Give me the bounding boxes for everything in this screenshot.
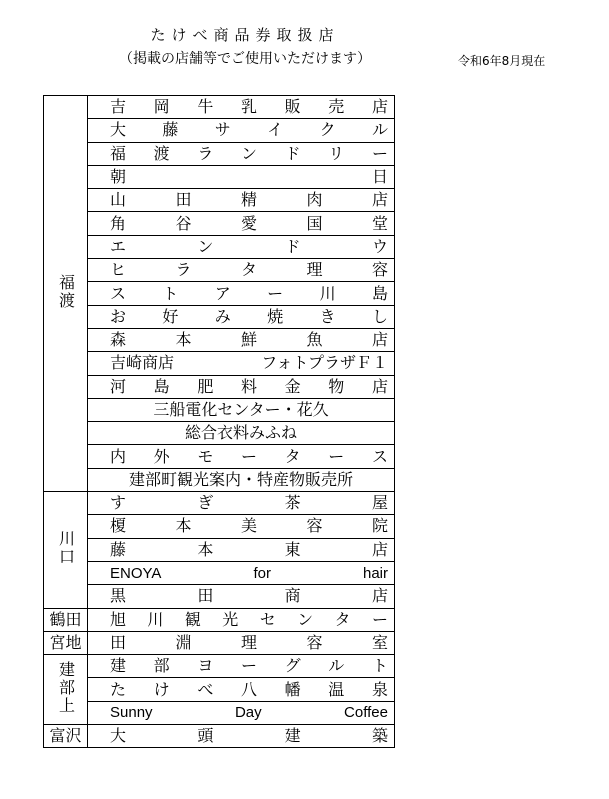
area-label: 福渡	[56, 274, 76, 311]
store-name-part: 販	[284, 97, 301, 117]
store-name-part: 魚	[306, 330, 323, 350]
store-row	[44, 235, 395, 258]
store-name-part: べ	[197, 679, 214, 699]
store-name-part: イ	[267, 120, 284, 140]
store-name-part: ENOYA	[110, 564, 162, 582]
store-row	[44, 119, 395, 142]
store-name-part: 好	[162, 306, 179, 326]
store-name-part: 田	[197, 586, 214, 606]
store-name-part: ル	[371, 120, 388, 140]
page-title: たけべ商品券取扱店	[150, 26, 340, 44]
store-name-part: け	[153, 679, 170, 699]
store-row	[44, 725, 395, 748]
store-name-part: ヨ	[197, 656, 214, 676]
store-name-part: ー	[371, 609, 388, 629]
store-name-cell	[88, 259, 395, 282]
store-name-part: ー	[328, 446, 345, 466]
store-name-part: 茶	[284, 493, 301, 513]
store-name-cell	[88, 142, 395, 165]
store-name-part: し	[371, 306, 388, 326]
store-name-part: 光	[222, 609, 239, 629]
store-name-part: 谷	[175, 213, 192, 233]
store-name	[94, 425, 388, 441]
store-name-part: 榎	[110, 516, 127, 536]
store-name-part: た	[110, 679, 127, 699]
store-name-part: 外	[153, 446, 170, 466]
store-name-part: サ	[214, 120, 231, 140]
store-name-part: 店	[371, 97, 388, 117]
store-name-cell	[88, 631, 395, 654]
store-name-part: 牛	[197, 97, 214, 117]
store-name-part: 渡	[153, 143, 170, 163]
store-row	[44, 212, 395, 235]
store-name-part: 本	[175, 330, 192, 350]
store-row	[44, 678, 395, 701]
as-of-date: 令和6年8月現在	[458, 54, 546, 68]
store-row	[44, 538, 395, 561]
store-name-cell	[88, 468, 395, 491]
store-row	[44, 375, 395, 398]
store-name-cell	[88, 515, 395, 538]
store-row	[44, 352, 395, 375]
store-name-part: ト	[162, 283, 179, 303]
store-name-part: 料	[240, 376, 257, 396]
store-name-part: 理	[306, 260, 323, 280]
store-name	[110, 99, 388, 115]
store-name-part: 田	[175, 190, 192, 210]
store-name	[110, 728, 388, 744]
store-name-part: 黒	[110, 586, 127, 606]
store-name-part: ア	[214, 283, 231, 303]
store-name-part: 大	[110, 726, 127, 746]
store-row	[44, 165, 395, 188]
store-name-part: 店	[371, 586, 388, 606]
store-name-part: 建部町観光案内・特産物販売所	[128, 469, 353, 489]
store-row	[44, 328, 395, 351]
store-name-cell	[88, 492, 395, 515]
store-name-part: ス	[371, 446, 388, 466]
store-name-part: 泉	[371, 679, 388, 699]
store-name-cell	[88, 282, 395, 305]
store-name-part: ド	[284, 236, 301, 256]
store-name-part: み	[214, 306, 231, 326]
store-name	[110, 705, 388, 720]
area-cell	[44, 725, 88, 748]
store-name-part: ト	[371, 656, 388, 676]
store-name	[110, 495, 388, 511]
store-name-part: ル	[328, 656, 345, 676]
store-name-part: 観	[184, 609, 201, 629]
store-name-part: 日	[371, 167, 388, 187]
store-name	[110, 632, 388, 652]
store-row	[44, 701, 395, 724]
store-name-part: フォトプラザＦ１	[261, 353, 388, 373]
store-name-cell	[88, 119, 395, 142]
area-cell	[44, 608, 88, 631]
store-name-part: ク	[319, 120, 336, 140]
store-name-part: 淵	[175, 632, 192, 652]
store-name-part: ン	[297, 609, 314, 629]
store-name-cell	[88, 608, 395, 631]
store-name-part: 山	[110, 190, 127, 210]
store-name-part: ー	[240, 656, 257, 676]
store-row	[44, 631, 395, 654]
area-cell	[44, 631, 88, 654]
store-name-cell	[88, 561, 395, 584]
store-name-cell	[88, 445, 395, 468]
store-name-part: 容	[371, 260, 388, 280]
store-row	[44, 655, 395, 678]
store-name-part: 河	[110, 376, 127, 396]
store-name-part: 角	[110, 213, 127, 233]
page-subtitle: （掲載の店舗等でご使用いただけます）	[119, 51, 371, 67]
store-name-cell	[88, 189, 395, 212]
area-label: 富沢	[49, 726, 82, 746]
store-name-part: ン	[240, 143, 257, 163]
store-name	[110, 658, 388, 674]
store-name	[94, 469, 388, 489]
area-label: 宮地	[49, 632, 82, 652]
store-name-part: 肥	[197, 376, 214, 396]
store-name-part: 院	[371, 516, 388, 536]
store-name-part: 店	[371, 539, 388, 559]
store-name-cell	[88, 655, 395, 678]
store-name	[94, 402, 388, 418]
store-table	[43, 95, 395, 748]
store-name-cell	[88, 352, 395, 375]
store-name-part: 吉	[110, 97, 127, 117]
store-name	[110, 236, 388, 256]
store-name-cell	[88, 328, 395, 351]
store-name	[110, 679, 388, 699]
store-row	[44, 398, 395, 421]
store-name-part: hair	[362, 564, 388, 582]
store-name-part: Day	[234, 704, 262, 722]
store-name-cell	[88, 398, 395, 421]
store-name-cell	[88, 165, 395, 188]
store-name-part: 三船電化センター・花久	[153, 400, 329, 419]
store-name-cell	[88, 701, 395, 724]
store-name-part: 室	[371, 632, 388, 652]
store-name-part: 藤	[162, 120, 179, 140]
store-name-part: セ	[259, 609, 276, 629]
store-name-part: 理	[240, 632, 257, 652]
store-name-part: 精	[240, 190, 257, 210]
store-name-cell	[88, 235, 395, 258]
store-name-part: 頭	[197, 726, 214, 746]
store-name-part: 本	[175, 516, 192, 536]
store-name-part: 建	[110, 656, 127, 676]
store-name-part: 八	[240, 679, 257, 699]
store-name	[110, 609, 388, 629]
area-label: 建部上	[56, 661, 76, 716]
store-name-part: 美	[240, 516, 257, 536]
store-name-part: 堂	[371, 213, 388, 233]
store-name-part: 容	[306, 516, 323, 536]
store-name	[110, 122, 388, 138]
store-name-cell	[88, 96, 395, 119]
area-label: 川口	[56, 530, 76, 567]
area-label: 鶴田	[49, 609, 82, 629]
store-name-part: ラ	[197, 143, 214, 163]
store-name-part: ス	[110, 283, 127, 303]
store-table-body	[44, 96, 395, 748]
store-row	[44, 492, 395, 515]
store-name	[110, 332, 388, 348]
store-name-part: タ	[334, 609, 351, 629]
store-name-part: 容	[306, 632, 323, 652]
store-name-part: 島	[371, 283, 388, 303]
store-name-part: 商	[284, 586, 301, 606]
store-name-part: リ	[328, 143, 345, 163]
store-row	[44, 515, 395, 538]
store-row	[44, 468, 395, 491]
store-name-part: お	[110, 306, 127, 326]
store-name	[110, 518, 388, 534]
store-name-part: 物	[328, 376, 345, 396]
store-name-part: 店	[371, 330, 388, 350]
store-name-part: 岡	[153, 97, 170, 117]
store-name-cell	[88, 678, 395, 701]
store-row	[44, 422, 395, 445]
store-name-cell	[88, 305, 395, 328]
store-row	[44, 259, 395, 282]
store-name	[110, 213, 388, 233]
store-name-part: 築	[371, 726, 388, 746]
store-row	[44, 282, 395, 305]
store-name-part: エ	[110, 236, 127, 256]
store-name-part: 温	[328, 679, 345, 699]
store-name	[110, 376, 388, 396]
store-name-part: Coffee	[344, 704, 388, 722]
store-name	[110, 143, 388, 163]
store-name-part: 大	[110, 120, 127, 140]
store-name	[110, 306, 388, 326]
store-name-part: 川	[319, 283, 336, 303]
store-name	[110, 566, 388, 581]
store-name	[110, 169, 388, 185]
store-name-part: す	[110, 493, 127, 513]
area-cell	[44, 96, 88, 492]
store-name-part: 吉崎商店	[110, 353, 175, 373]
store-name-part: 総合衣料みふね	[184, 423, 297, 443]
store-row	[44, 189, 395, 212]
store-name-part: 幡	[284, 679, 301, 699]
store-name-cell	[88, 422, 395, 445]
store-name-cell	[88, 375, 395, 398]
store-name-part: 焼	[267, 306, 284, 326]
store-name-part: グ	[284, 656, 301, 676]
store-name-part: 乳	[240, 97, 257, 117]
store-name-part: タ	[240, 260, 257, 280]
store-name-part: 屋	[371, 493, 388, 513]
store-row	[44, 96, 395, 119]
store-name-part: 店	[371, 190, 388, 210]
store-name	[110, 262, 388, 278]
store-name-part: ぎ	[197, 493, 214, 513]
store-name-part: 田	[110, 632, 127, 652]
store-name-cell	[88, 538, 395, 561]
store-name-part: ン	[197, 236, 214, 256]
area-cell	[44, 655, 88, 725]
store-name	[110, 539, 388, 559]
store-name-part: 愛	[240, 213, 257, 233]
store-name-part: ー	[240, 446, 257, 466]
store-name-part: 森	[110, 330, 127, 350]
store-name-cell	[88, 585, 395, 608]
store-name-part: 建	[284, 726, 301, 746]
store-name-part: ー	[371, 143, 388, 163]
store-name-part: 売	[328, 97, 345, 117]
store-row	[44, 561, 395, 584]
store-name-part: ヒ	[110, 260, 127, 280]
store-row	[44, 608, 395, 631]
store-name-part: Sunny	[110, 704, 153, 722]
store-name-part: 店	[371, 376, 388, 396]
area-cell	[44, 492, 88, 608]
store-name-part: 福	[110, 143, 127, 163]
store-row	[44, 445, 395, 468]
store-name-part: 部	[153, 656, 170, 676]
store-name	[110, 446, 388, 466]
store-name-part: 金	[284, 376, 301, 396]
store-row	[44, 305, 395, 328]
store-row	[44, 585, 395, 608]
store-name-part: for	[253, 564, 271, 582]
store-name-part: ド	[284, 143, 301, 163]
store-name-part: 藤	[110, 539, 127, 559]
store-name	[110, 355, 388, 371]
store-name-part: 国	[306, 213, 323, 233]
store-name	[110, 283, 388, 303]
store-name-part: ウ	[371, 236, 388, 256]
store-name-part: 旭	[110, 609, 127, 629]
store-name	[110, 588, 388, 604]
store-name-part: 東	[284, 539, 301, 559]
store-name-part: 朝	[110, 167, 127, 187]
store-name-part: ラ	[175, 260, 192, 280]
store-name	[110, 192, 388, 208]
store-name-part: 島	[153, 376, 170, 396]
store-name-part: 本	[197, 539, 214, 559]
store-name-part: 川	[147, 609, 164, 629]
store-name-part: モ	[197, 446, 214, 466]
store-name-part: 内	[110, 446, 127, 466]
store-name-part: 鮮	[240, 330, 257, 350]
store-row	[44, 142, 395, 165]
store-name-cell	[88, 725, 395, 748]
store-name-part: 肉	[306, 190, 323, 210]
store-name-part: タ	[284, 446, 301, 466]
store-name-part: き	[319, 306, 336, 326]
store-name-part: ー	[267, 283, 284, 303]
store-name-cell	[88, 212, 395, 235]
